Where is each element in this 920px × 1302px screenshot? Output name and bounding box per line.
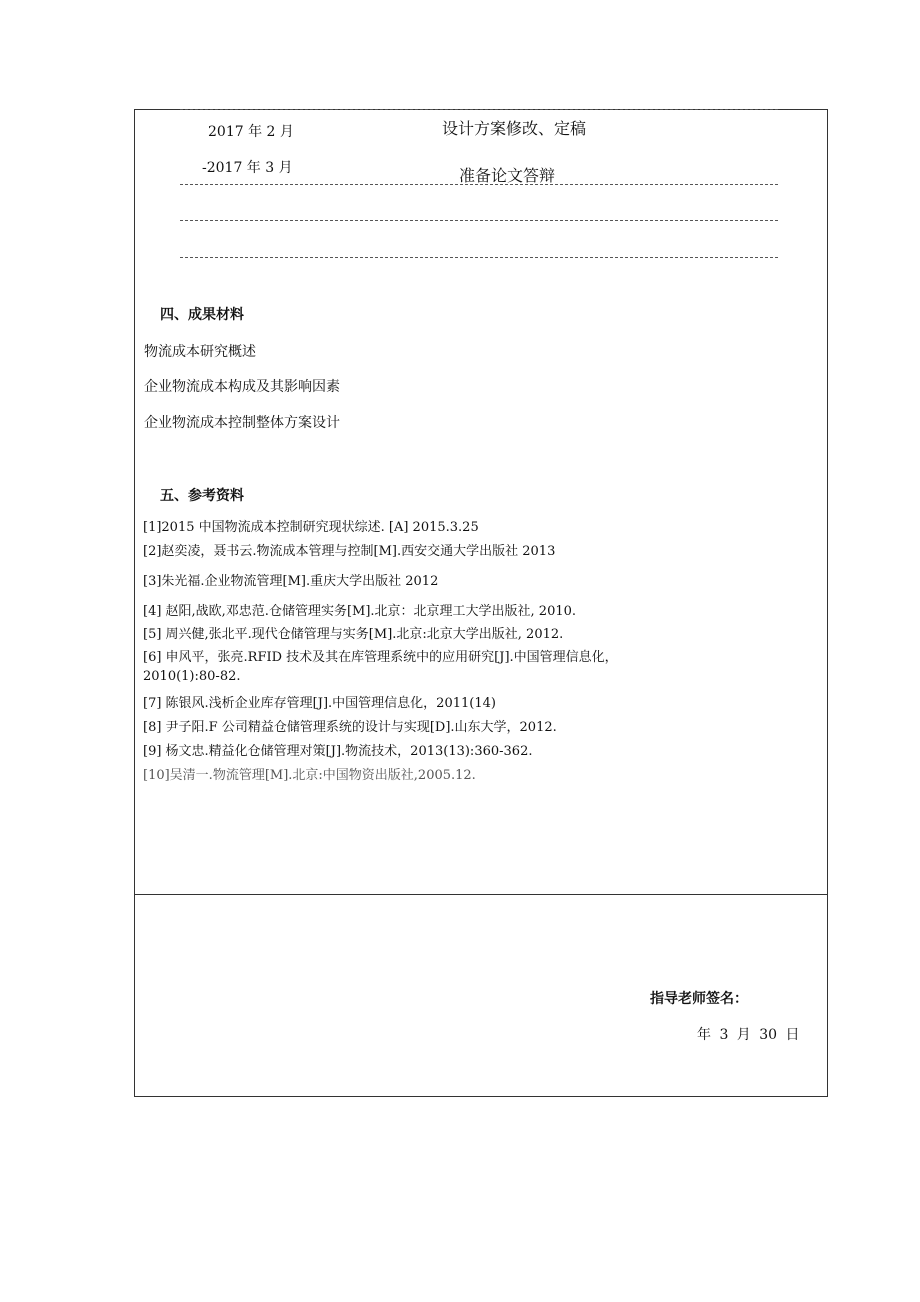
schedule-dashed-line bbox=[180, 257, 778, 258]
reference-item: [2]赵奕凌，聂书云.物流成本管理与控制[M].西安交通大学出版社 2013 bbox=[143, 544, 556, 559]
schedule-date-end: -2017 年 3 月 bbox=[202, 160, 293, 176]
schedule-task-revise: 设计方案修改、定稿 bbox=[442, 119, 587, 138]
advisor-signature-label: 指导老师签名： bbox=[650, 991, 748, 1007]
reference-item: [5] 周兴健,张北平.现代仓储管理与实务[M].北京:北京大学出版社, 2012. bbox=[143, 627, 564, 642]
signature-date: 年 3 月 30 日 bbox=[697, 1027, 800, 1043]
reference-item: [3]朱光福.企业物流管理[M].重庆大学出版社 2012 bbox=[143, 574, 439, 589]
material-item: 企业物流成本构成及其影响因素 bbox=[144, 379, 340, 395]
reference-item: [9] 杨文忠.精益化仓储管理对策[J].物流技术，2013(13):360-362. bbox=[143, 744, 533, 759]
schedule-dashed-line bbox=[180, 109, 778, 110]
schedule-dashed-line bbox=[180, 184, 778, 185]
section-divider bbox=[134, 894, 828, 895]
reference-item: [6] 申风平，张亮.RFID 技术及其在库管理系统中的应用研究[J].中国管理信息化， bbox=[143, 650, 618, 665]
reference-item: [7] 陈银风.浅析企业库存管理[J].中国管理信息化，2011(14) bbox=[143, 696, 496, 711]
material-item: 物流成本研究概述 bbox=[144, 344, 256, 360]
references-heading: 五、参考资料 bbox=[160, 488, 244, 504]
reference-item-continuation: 2010(1):80-82. bbox=[143, 669, 241, 684]
material-item: 企业物流成本控制整体方案设计 bbox=[144, 415, 340, 431]
schedule-dashed-line bbox=[180, 220, 778, 221]
reference-item: [8] 尹子阳.F 公司精益仓储管理系统的设计与实现[D].山东大学，2012. bbox=[143, 720, 557, 735]
reference-item: [4] 赵阳,战欧,邓忠范.仓储管理实务[M].北京：北京理工大学出版社, 2010. bbox=[143, 604, 577, 619]
schedule-task-defense: 准备论文答辩 bbox=[459, 166, 556, 185]
materials-heading: 四、成果材料 bbox=[160, 307, 244, 323]
schedule-date-start: 2017 年 2 月 bbox=[208, 124, 294, 140]
reference-item: [10]吴清一.物流管理[M].北京:中国物资出版社,2005.12. bbox=[143, 768, 476, 783]
reference-item: [1]2015 中国物流成本控制研究现状综述. [A] 2015.3.25 bbox=[143, 520, 479, 535]
